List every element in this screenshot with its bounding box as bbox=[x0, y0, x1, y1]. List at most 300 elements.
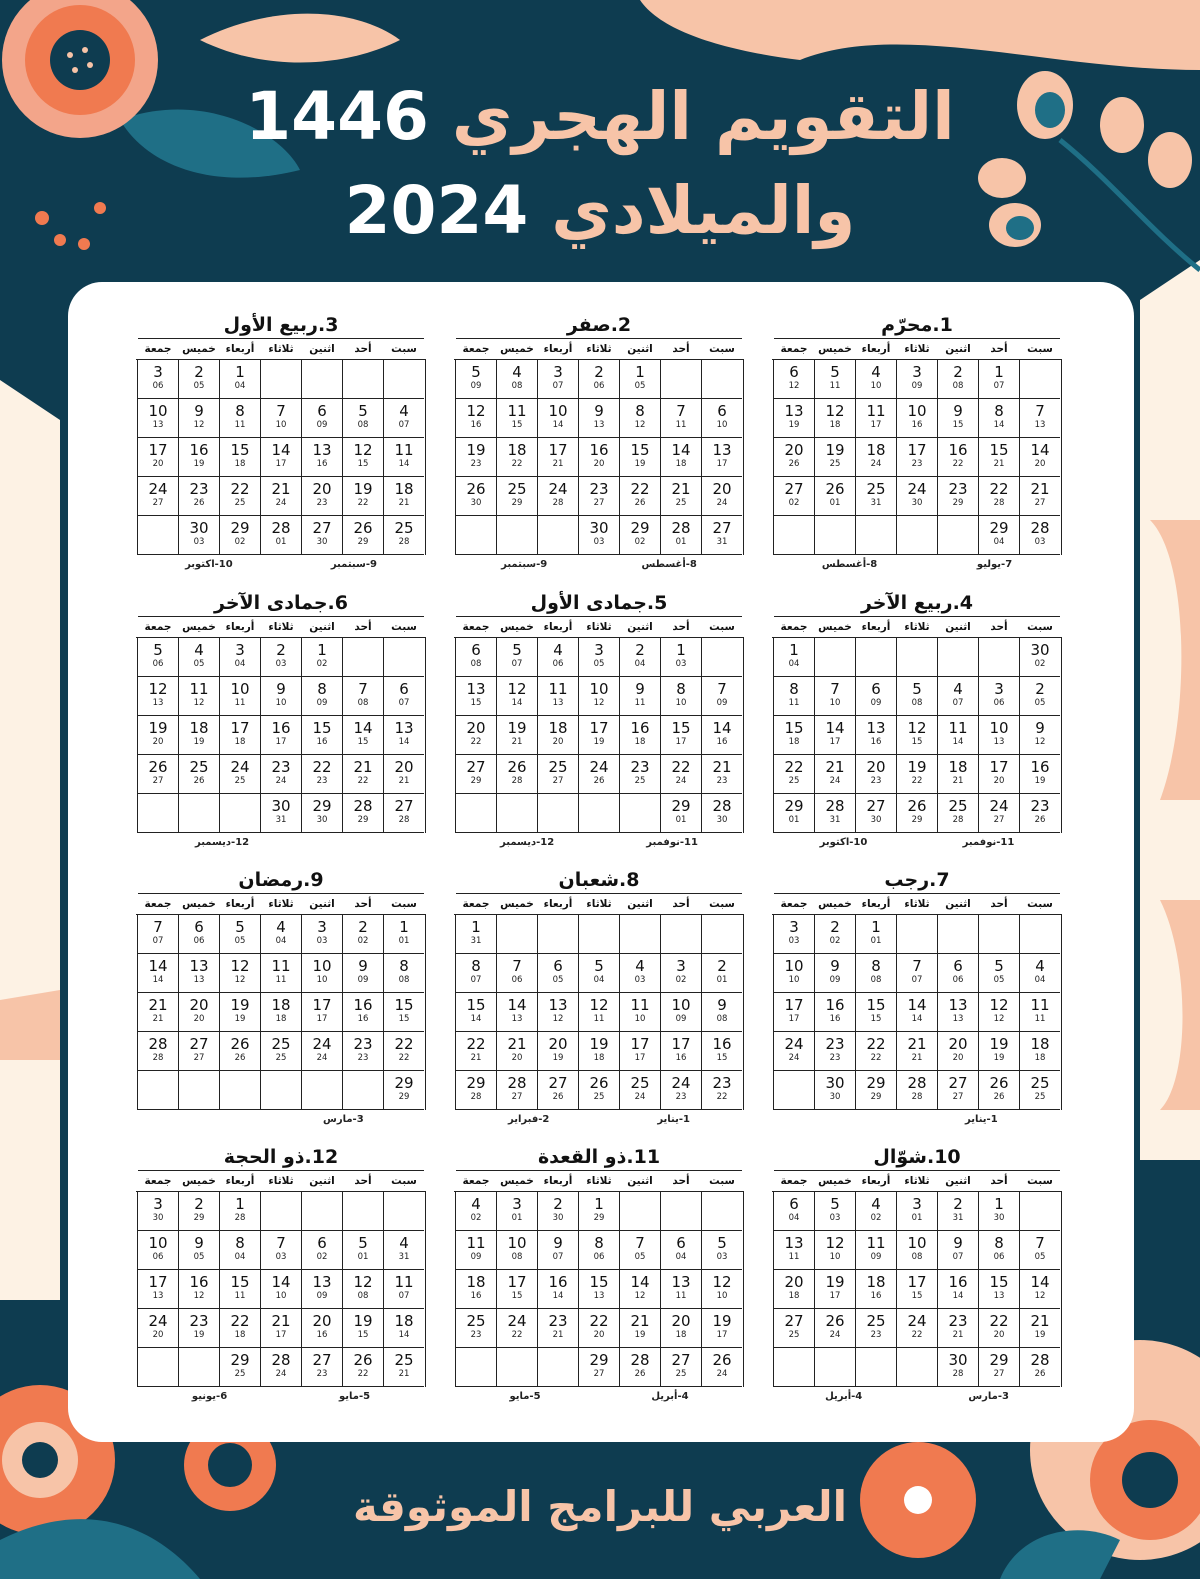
gregorian-day: 08 bbox=[716, 1014, 728, 1024]
gregorian-day: 29 bbox=[357, 815, 369, 825]
gregorian-day: 07 bbox=[952, 698, 964, 708]
hijri-day: 9 bbox=[830, 957, 840, 975]
gregorian-day: 09 bbox=[470, 1252, 482, 1262]
day-cell bbox=[455, 516, 496, 555]
hijri-day: 19 bbox=[353, 480, 373, 498]
month-block bbox=[136, 590, 426, 851]
day-cell bbox=[455, 993, 496, 1032]
day-cell bbox=[855, 1231, 896, 1270]
hijri-day: 12 bbox=[589, 996, 609, 1014]
day-cell bbox=[937, 1231, 978, 1270]
hijri-day: 10 bbox=[148, 402, 168, 420]
day-cell bbox=[701, 677, 742, 716]
gregorian-day: 24 bbox=[675, 776, 687, 786]
day-cell bbox=[660, 1309, 701, 1348]
day-cell bbox=[578, 638, 619, 677]
gregorian-day: 04 bbox=[234, 1252, 246, 1262]
weekday-header bbox=[454, 1175, 744, 1191]
gregorian-day: 18 bbox=[234, 1330, 246, 1340]
day-cell bbox=[342, 677, 383, 716]
hijri-day: 22 bbox=[866, 1035, 886, 1053]
day-cell bbox=[814, 1032, 855, 1071]
gregorian-day: 09 bbox=[870, 698, 882, 708]
day-cell bbox=[137, 1270, 178, 1309]
hijri-day: 30 bbox=[1030, 641, 1050, 659]
day-cell bbox=[455, 1270, 496, 1309]
day-cell bbox=[137, 477, 178, 516]
gregorian-day: 16 bbox=[316, 459, 328, 469]
gregorian-day: 18 bbox=[675, 1330, 687, 1340]
gregorian-month-labels bbox=[772, 1114, 1062, 1128]
day-cell bbox=[701, 1192, 742, 1231]
day-cell bbox=[455, 438, 496, 477]
hijri-day: 13 bbox=[866, 719, 886, 737]
hijri-day: 12 bbox=[712, 1273, 732, 1291]
hijri-day: 1 bbox=[235, 363, 245, 381]
hijri-day: 11 bbox=[866, 402, 886, 420]
day-cell bbox=[178, 1032, 219, 1071]
day-cell bbox=[578, 954, 619, 993]
weekday-label: اثنين bbox=[309, 1175, 335, 1187]
day-cell bbox=[578, 716, 619, 755]
day-cell bbox=[660, 360, 701, 399]
day-cell bbox=[137, 360, 178, 399]
day-cell bbox=[578, 1270, 619, 1309]
weekday-label: جمعة bbox=[144, 621, 172, 633]
hijri-day: 4 bbox=[512, 363, 522, 381]
hijri-day: 26 bbox=[466, 480, 486, 498]
day-cell bbox=[660, 1192, 701, 1231]
hijri-day: 20 bbox=[671, 1312, 691, 1330]
gregorian-day: 30 bbox=[552, 1213, 564, 1223]
gregorian-day: 18 bbox=[675, 459, 687, 469]
gregorian-day: 11 bbox=[234, 420, 246, 430]
day-cell bbox=[137, 438, 178, 477]
gregorian-day: 28 bbox=[511, 776, 523, 786]
gregorian-day: 14 bbox=[552, 420, 564, 430]
gregorian-day: 20 bbox=[1034, 459, 1046, 469]
weekday-header bbox=[454, 343, 744, 359]
hijri-day: 1 bbox=[994, 1195, 1004, 1213]
gregorian-day: 05 bbox=[234, 936, 246, 946]
day-cell bbox=[896, 794, 937, 833]
day-cell bbox=[619, 794, 660, 833]
gregorian-day: 29 bbox=[470, 776, 482, 786]
day-cell bbox=[1019, 794, 1060, 833]
hijri-day: 21 bbox=[671, 480, 691, 498]
day-cell bbox=[619, 755, 660, 794]
day-cell bbox=[260, 794, 301, 833]
gregorian-day: 09 bbox=[870, 1252, 882, 1262]
day-cell bbox=[660, 954, 701, 993]
gregorian-day: 28 bbox=[552, 498, 564, 508]
hijri-day: 14 bbox=[712, 719, 732, 737]
weekday-label: أربعاء bbox=[543, 621, 573, 633]
gregorian-day: 17 bbox=[675, 737, 687, 747]
day-cell bbox=[578, 1032, 619, 1071]
day-cell bbox=[855, 516, 896, 555]
day-cell bbox=[496, 1270, 537, 1309]
hijri-day: 2 bbox=[953, 363, 963, 381]
day-cell bbox=[455, 794, 496, 833]
gregorian-day: 28 bbox=[152, 1053, 164, 1063]
gregorian-day: 05 bbox=[193, 381, 205, 391]
day-cell bbox=[455, 638, 496, 677]
day-cell bbox=[701, 438, 742, 477]
gregorian-day: 15 bbox=[511, 1291, 523, 1301]
gregorian-day: 11 bbox=[234, 1291, 246, 1301]
gregorian-day: 05 bbox=[193, 1252, 205, 1262]
day-cell bbox=[383, 1270, 424, 1309]
hijri-day: 3 bbox=[994, 680, 1004, 698]
gregorian-day: 21 bbox=[993, 459, 1005, 469]
day-cell bbox=[383, 755, 424, 794]
hijri-day: 25 bbox=[1030, 1074, 1050, 1092]
hijri-day: 4 bbox=[399, 1234, 409, 1252]
gregorian-day: 01 bbox=[398, 936, 410, 946]
gregorian-day: 08 bbox=[511, 1252, 523, 1262]
day-cell bbox=[978, 438, 1019, 477]
hijri-day: 20 bbox=[394, 758, 414, 776]
day-cell bbox=[578, 677, 619, 716]
day-cell bbox=[137, 1192, 178, 1231]
gregorian-day: 16 bbox=[675, 1053, 687, 1063]
hijri-day: 17 bbox=[589, 719, 609, 737]
gregorian-day: 20 bbox=[152, 737, 164, 747]
day-cell bbox=[937, 360, 978, 399]
hijri-day: 28 bbox=[507, 1074, 527, 1092]
hijri-day: 21 bbox=[825, 758, 845, 776]
hijri-day: 8 bbox=[994, 1234, 1004, 1252]
gregorian-month-label: 8-أغسطس bbox=[641, 559, 697, 570]
hijri-day: 23 bbox=[353, 1035, 373, 1053]
month-block bbox=[136, 867, 426, 1128]
gregorian-day: 13 bbox=[152, 1291, 164, 1301]
day-cell bbox=[619, 1270, 660, 1309]
day-cell bbox=[496, 915, 537, 954]
hijri-day: 4 bbox=[871, 1195, 881, 1213]
day-cell bbox=[978, 477, 1019, 516]
gregorian-day: 27 bbox=[152, 776, 164, 786]
hijri-day: 7 bbox=[717, 680, 727, 698]
gregorian-day: 21 bbox=[511, 737, 523, 747]
day-cell bbox=[383, 438, 424, 477]
hijri-day: 25 bbox=[866, 1312, 886, 1330]
month-block bbox=[772, 590, 1062, 851]
day-cell bbox=[701, 1032, 742, 1071]
gregorian-month-label: 11-نوفمبر bbox=[962, 837, 1015, 848]
hijri-day: 7 bbox=[635, 1234, 645, 1252]
hijri-day: 22 bbox=[630, 480, 650, 498]
day-cell bbox=[978, 677, 1019, 716]
hijri-day: 20 bbox=[784, 1273, 804, 1291]
gregorian-day: 30 bbox=[829, 1092, 841, 1102]
hijri-day: 2 bbox=[953, 1195, 963, 1213]
hijri-day: 16 bbox=[589, 441, 609, 459]
hijri-day: 11 bbox=[948, 719, 968, 737]
weekday-header bbox=[136, 898, 426, 914]
day-cell bbox=[978, 1032, 1019, 1071]
day-cell bbox=[701, 1231, 742, 1270]
hijri-day: 11 bbox=[1030, 996, 1050, 1014]
gregorian-day: 02 bbox=[234, 537, 246, 547]
gregorian-day: 02 bbox=[316, 659, 328, 669]
hijri-day: 20 bbox=[312, 480, 332, 498]
gregorian-month-labels bbox=[454, 837, 744, 851]
day-cell bbox=[896, 993, 937, 1032]
day-cell bbox=[814, 516, 855, 555]
weekday-label: اثنين bbox=[309, 898, 335, 910]
day-cell bbox=[578, 1309, 619, 1348]
day-cell bbox=[301, 1231, 342, 1270]
hijri-day: 29 bbox=[989, 1351, 1009, 1369]
hijri-day: 18 bbox=[507, 441, 527, 459]
weekday-label: أحد bbox=[354, 343, 372, 355]
gregorian-day: 18 bbox=[234, 459, 246, 469]
month-title: 3.ربيع الأول bbox=[138, 312, 424, 339]
hijri-day: 16 bbox=[630, 719, 650, 737]
hijri-day: 17 bbox=[507, 1273, 527, 1291]
day-cell bbox=[342, 1071, 383, 1110]
gregorian-day: 21 bbox=[952, 776, 964, 786]
hijri-day: 11 bbox=[548, 680, 568, 698]
day-cell bbox=[773, 1071, 814, 1110]
hijri-day: 2 bbox=[358, 918, 368, 936]
day-cell bbox=[896, 360, 937, 399]
hijri-day: 24 bbox=[671, 1074, 691, 1092]
gregorian-day: 03 bbox=[675, 659, 687, 669]
day-cell bbox=[496, 438, 537, 477]
gregorian-day: 20 bbox=[511, 1053, 523, 1063]
day-cell bbox=[814, 360, 855, 399]
day-cell bbox=[537, 638, 578, 677]
day-cell bbox=[137, 1032, 178, 1071]
day-cell bbox=[342, 755, 383, 794]
gregorian-day: 23 bbox=[316, 776, 328, 786]
day-cell bbox=[383, 516, 424, 555]
day-cell bbox=[855, 794, 896, 833]
gregorian-month-label: 4-أبريل bbox=[651, 1391, 689, 1402]
day-cell bbox=[896, 1231, 937, 1270]
day-cell bbox=[814, 915, 855, 954]
day-cell bbox=[1019, 1032, 1060, 1071]
weekday-label: ثلاثاء bbox=[904, 621, 930, 633]
gregorian-day: 17 bbox=[275, 737, 287, 747]
day-grid bbox=[136, 914, 426, 1110]
hijri-day: 23 bbox=[712, 1074, 732, 1092]
hijri-day: 2 bbox=[635, 641, 645, 659]
hijri-day: 14 bbox=[271, 441, 291, 459]
gregorian-day: 24 bbox=[829, 1330, 841, 1340]
gregorian-day: 19 bbox=[788, 420, 800, 430]
day-cell bbox=[937, 438, 978, 477]
day-cell bbox=[896, 1270, 937, 1309]
hijri-day: 4 bbox=[635, 957, 645, 975]
hijri-day: 13 bbox=[671, 1273, 691, 1291]
gregorian-day: 20 bbox=[152, 1330, 164, 1340]
gregorian-day: 11 bbox=[675, 420, 687, 430]
weekday-label: أربعاء bbox=[543, 1175, 573, 1187]
gregorian-month-label: 12-ديسمبر bbox=[194, 837, 250, 848]
gregorian-day: 21 bbox=[911, 1053, 923, 1063]
gregorian-day: 26 bbox=[1034, 1369, 1046, 1379]
gregorian-day: 18 bbox=[829, 420, 841, 430]
gregorian-day: 29 bbox=[357, 537, 369, 547]
weekday-label: سبت bbox=[709, 621, 735, 633]
hijri-day: 4 bbox=[871, 363, 881, 381]
hijri-day: 8 bbox=[789, 680, 799, 698]
day-cell bbox=[660, 1348, 701, 1387]
hijri-day: 19 bbox=[148, 719, 168, 737]
hijri-day: 14 bbox=[1030, 1273, 1050, 1291]
gregorian-day: 17 bbox=[788, 1014, 800, 1024]
day-cell bbox=[342, 638, 383, 677]
gregorian-day: 21 bbox=[952, 1330, 964, 1340]
day-cell bbox=[260, 1270, 301, 1309]
day-cell bbox=[219, 915, 260, 954]
gregorian-day: 04 bbox=[788, 659, 800, 669]
gregorian-day: 07 bbox=[952, 1252, 964, 1262]
weekday-header bbox=[772, 343, 1062, 359]
weekday-label: أربعاء bbox=[543, 898, 573, 910]
hijri-day: 3 bbox=[153, 363, 163, 381]
gregorian-month-label: 1-يناير bbox=[657, 1114, 691, 1125]
day-cell bbox=[578, 915, 619, 954]
gregorian-day: 01 bbox=[829, 498, 841, 508]
weekday-label: سبت bbox=[709, 343, 735, 355]
day-cell bbox=[978, 954, 1019, 993]
day-cell bbox=[455, 360, 496, 399]
gregorian-day: 10 bbox=[634, 1014, 646, 1024]
hijri-day: 14 bbox=[353, 719, 373, 737]
hijri-day: 2 bbox=[717, 957, 727, 975]
hijri-day: 23 bbox=[589, 480, 609, 498]
hijri-day: 27 bbox=[948, 1074, 968, 1092]
day-cell bbox=[260, 755, 301, 794]
gregorian-day: 25 bbox=[234, 776, 246, 786]
day-cell bbox=[260, 993, 301, 1032]
gregorian-day: 20 bbox=[552, 737, 564, 747]
hijri-day: 13 bbox=[394, 719, 414, 737]
gregorian-day: 14 bbox=[470, 1014, 482, 1024]
hijri-day: 27 bbox=[712, 519, 732, 537]
weekday-label: جمعة bbox=[462, 621, 490, 633]
day-cell bbox=[496, 1032, 537, 1071]
day-cell bbox=[301, 1348, 342, 1387]
day-cell bbox=[383, 677, 424, 716]
day-cell bbox=[178, 794, 219, 833]
gregorian-day: 06 bbox=[152, 1252, 164, 1262]
weekday-label: ثلاثاء bbox=[904, 343, 930, 355]
gregorian-day: 31 bbox=[870, 498, 882, 508]
hijri-day: 7 bbox=[912, 957, 922, 975]
weekday-label: أربعاء bbox=[543, 343, 573, 355]
gregorian-day: 24 bbox=[634, 1092, 646, 1102]
weekday-label: أحد bbox=[672, 898, 690, 910]
gregorian-day: 23 bbox=[870, 776, 882, 786]
day-cell bbox=[1019, 755, 1060, 794]
hijri-day: 7 bbox=[153, 918, 163, 936]
day-cell bbox=[896, 516, 937, 555]
gregorian-day: 10 bbox=[716, 1291, 728, 1301]
hijri-day: 16 bbox=[948, 441, 968, 459]
hijri-day: 3 bbox=[553, 363, 563, 381]
hijri-day: 19 bbox=[825, 1273, 845, 1291]
gregorian-day: 08 bbox=[870, 975, 882, 985]
gregorian-day: 05 bbox=[552, 975, 564, 985]
day-cell bbox=[773, 794, 814, 833]
day-cell bbox=[660, 716, 701, 755]
day-cell bbox=[260, 1071, 301, 1110]
hijri-day: 25 bbox=[866, 480, 886, 498]
gregorian-day: 19 bbox=[993, 1053, 1005, 1063]
month-block bbox=[772, 1144, 1062, 1405]
hijri-day: 17 bbox=[671, 1035, 691, 1053]
gregorian-day: 21 bbox=[552, 1330, 564, 1340]
hijri-day: 12 bbox=[825, 1234, 845, 1252]
gregorian-day: 22 bbox=[357, 776, 369, 786]
gregorian-day: 18 bbox=[634, 737, 646, 747]
day-cell bbox=[814, 1270, 855, 1309]
hijri-day: 29 bbox=[312, 797, 332, 815]
day-cell bbox=[660, 677, 701, 716]
day-cell bbox=[578, 755, 619, 794]
weekday-label: سبت bbox=[391, 898, 417, 910]
hijri-day: 24 bbox=[784, 1035, 804, 1053]
day-cell bbox=[496, 399, 537, 438]
gregorian-day: 13 bbox=[193, 975, 205, 985]
weekday-label: جمعة bbox=[780, 621, 808, 633]
gregorian-day: 16 bbox=[316, 1330, 328, 1340]
day-cell bbox=[178, 477, 219, 516]
hijri-day: 29 bbox=[230, 1351, 250, 1369]
gregorian-day: 14 bbox=[552, 1291, 564, 1301]
day-cell bbox=[619, 360, 660, 399]
gregorian-day: 15 bbox=[911, 1291, 923, 1301]
day-cell bbox=[978, 915, 1019, 954]
gregorian-day: 05 bbox=[993, 975, 1005, 985]
day-cell bbox=[855, 399, 896, 438]
hijri-day: 5 bbox=[153, 641, 163, 659]
day-cell bbox=[1019, 1231, 1060, 1270]
day-cell bbox=[301, 1032, 342, 1071]
day-cell bbox=[455, 1348, 496, 1387]
gregorian-day: 05 bbox=[634, 1252, 646, 1262]
gregorian-day: 09 bbox=[716, 698, 728, 708]
gregorian-month-labels bbox=[136, 1391, 426, 1405]
day-cell bbox=[814, 1071, 855, 1110]
gregorian-month-labels bbox=[136, 1114, 426, 1128]
day-cell bbox=[342, 516, 383, 555]
gregorian-day: 21 bbox=[398, 1369, 410, 1379]
hijri-day: 24 bbox=[907, 480, 927, 498]
day-cell bbox=[455, 1032, 496, 1071]
gregorian-day: 20 bbox=[193, 1014, 205, 1024]
page-title-line-1 bbox=[0, 78, 1200, 155]
gregorian-day: 02 bbox=[634, 537, 646, 547]
day-cell bbox=[178, 1231, 219, 1270]
day-cell bbox=[301, 954, 342, 993]
day-cell bbox=[1019, 1309, 1060, 1348]
gregorian-day: 22 bbox=[911, 1330, 923, 1340]
weekday-label: أربعاء bbox=[861, 343, 891, 355]
day-cell bbox=[496, 954, 537, 993]
day-cell bbox=[455, 755, 496, 794]
hijri-day: 28 bbox=[271, 1351, 291, 1369]
gregorian-day: 10 bbox=[870, 381, 882, 391]
day-cell bbox=[178, 1270, 219, 1309]
weekday-label: أحد bbox=[990, 898, 1008, 910]
